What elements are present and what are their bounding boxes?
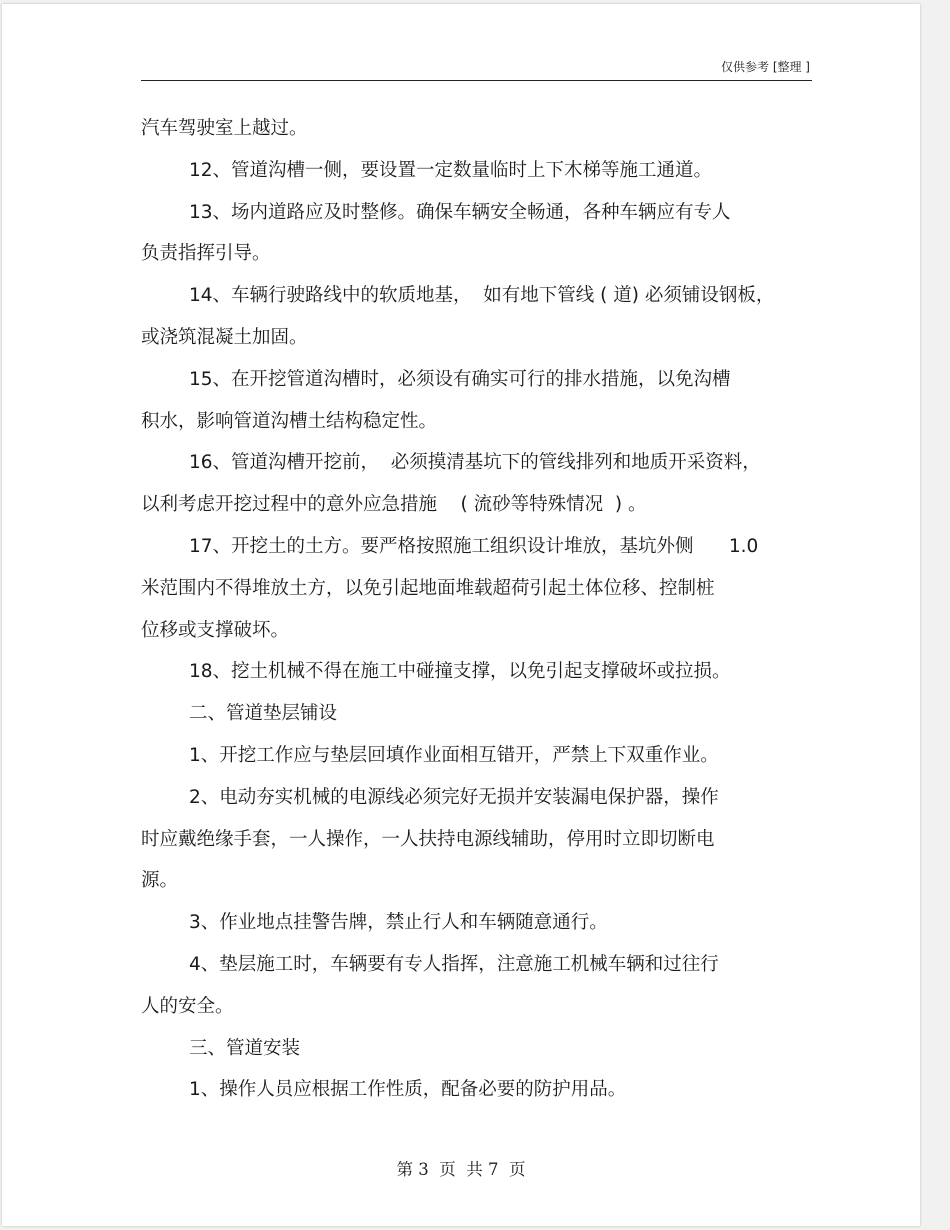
text-line: 17、开挖土的土方。要严格按照施工组织设计堆放，基坑外侧 1.0 — [189, 535, 759, 557]
text-line: 4、垫层施工时，车辆要有专人指挥，注意施工机械车辆和过往行 — [189, 953, 719, 975]
document-body — [141, 115, 821, 1118]
text-line: 人的安全。 — [141, 995, 234, 1017]
text-line: 积水，影响管道沟槽土结构稳定性。 — [141, 410, 438, 432]
document-page — [2, 4, 920, 1226]
text-line: 源。 — [141, 870, 179, 892]
text-line: 13、场内道路应及时整修。确保车辆安全畅通，各种车辆应有专人 — [189, 201, 731, 223]
section-heading: 三、管道安装 — [189, 1037, 301, 1059]
text-line: 1、开挖工作应与垫层回填作业面相互错开，严禁上下双重作业。 — [189, 744, 719, 766]
header-divider — [141, 80, 812, 81]
text-line: 14、车辆行驶路线中的软质地基， 如有地下管线 ( 道) 必须铺设钢板， — [189, 285, 775, 307]
text-line: 位移或支撑破坏。 — [141, 619, 290, 641]
text-line: 2、电动夯实机械的电源线必须完好无损并安装漏电保护器，操作 — [189, 786, 719, 808]
text-line: 18、挖土机械不得在施工中碰撞支撑，以免引起支撑破坏或拉损。 — [189, 661, 731, 683]
text-line: 负责指挥引导。 — [141, 243, 271, 265]
text-line: 16、管道沟槽开挖前， 必须摸清基坑下的管线排列和地质开采资料， — [189, 452, 761, 474]
text-line: 米范围内不得堆放土方，以免引起地面堆载超荷引起土体位移、控制桩 — [141, 577, 715, 599]
text-line: 1、操作人员应根据工作性质，配备必要的防护用品。 — [189, 1079, 627, 1101]
text-line: 汽车驾驶室上越过。 — [141, 118, 308, 139]
page-number: 第 3 页 共 7 页 — [396, 1160, 526, 1179]
text-line: 以利考虑开挖过程中的意外应急措施 ( 流砂等特殊情况 ) 。 — [141, 494, 647, 516]
text-line: 12、管道沟槽一侧，要设置一定数量临时上下木梯等施工通道。 — [189, 159, 713, 181]
text-line: 时应戴绝缘手套，一人操作，一人扶持电源线辅助，停用时立即切断电 — [141, 828, 715, 850]
text-line: 或浇筑混凝土加固。 — [141, 326, 308, 348]
header-note: 仅供参考 [整理 ] — [721, 60, 810, 74]
text-line: 15、在开挖管道沟槽时，必须设有确实可行的排水措施，以免沟槽 — [189, 368, 731, 390]
text-line: 3、作业地点挂警告牌，禁止行人和车辆随意通行。 — [189, 912, 608, 934]
section-heading: 二、管道垫层铺设 — [189, 703, 338, 725]
